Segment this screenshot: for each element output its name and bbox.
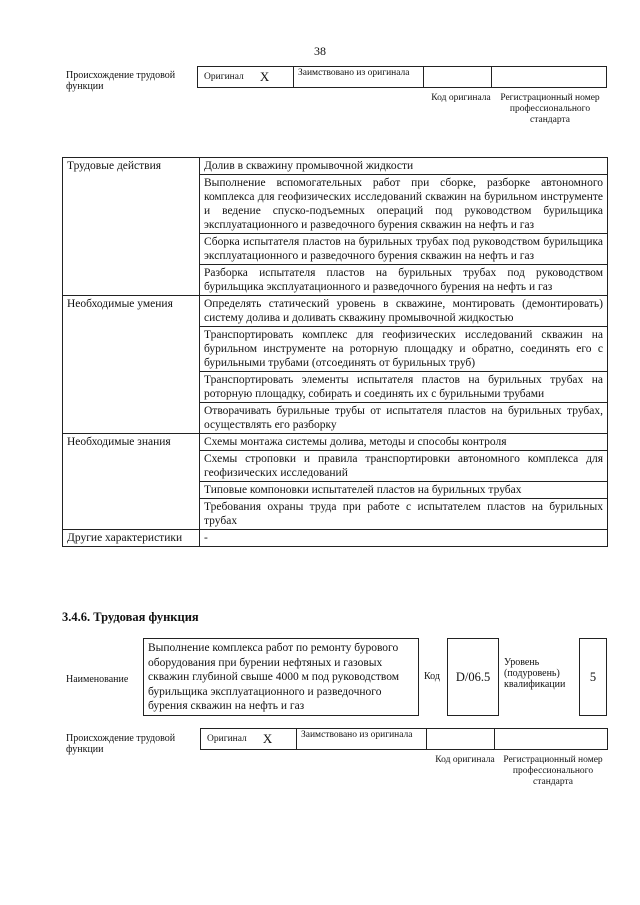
origin-label: Происхождение трудовой функции — [66, 70, 176, 92]
borrowed-label: Заимствовано из оригинала — [297, 729, 427, 749]
origin-label: Происхождение трудовой функции — [66, 733, 176, 755]
code-label: Код — [424, 671, 440, 682]
skill-item: Отворачивать бурильные трубы от испытателя пластов на бурильных трубах, осуществлять его разборку — [200, 403, 608, 434]
knowledge-item: Типовые компоновки испытателей пластов на бурильных трубах — [200, 482, 608, 499]
labor-function-table — [62, 157, 608, 547]
origin-row — [200, 728, 608, 750]
labor-action-item: Разборка испытателя пластов на бурильных трубах под руководством бурильщика эксплуатационного и разведочного бурения на нефть и газ — [200, 265, 608, 296]
qualification-level-box: 5 — [579, 638, 607, 716]
original-cell — [198, 67, 294, 87]
knowledge-item: Требования охраны труда при работе с испытателем пластов на бурильных трубах — [200, 499, 608, 530]
code-caption: Код оригинала — [435, 755, 495, 765]
knowledge-item: Схемы строповки и правила транспортировки автономного комплекса для геофизических исследований — [200, 451, 608, 482]
reg-number-cell — [492, 67, 606, 87]
function-name-box: Выполнение комплекса работ по ремонту бурового оборудования при бурении нефтяных и газовых скважин глубиной свыше 4000 м под руководством бурильщика эксплуатационного и разведочного бурения скважин на нефть и газ — [143, 638, 419, 716]
original-code-cell — [427, 729, 495, 749]
labor-actions-header: Трудовые действия — [63, 158, 200, 296]
skill-item: Транспортировать элементы испытателя пластов на бурильных трубах на роторную площадку, собирать и соединять их с бурильными трубами — [200, 372, 608, 403]
reg-caption: Регистрационный номер профессионального стандарта — [500, 93, 600, 125]
labor-action-item: Выполнение вспомогательных работ при сборке, разборке автономного комплекса для геофизических исследований скважин на бурильном инструменте и ведение спуско-подъемных операций под руководством бурильщика эксплуатационного и разведочного бурения скважин на нефть и газ — [200, 175, 608, 234]
skill-item: Определять статический уровень в скважине, монтировать (демонтировать) систему долива и доливать скважину промывочной жидкостью — [200, 296, 608, 327]
section-title: 3.4.6. Трудовая функция — [62, 610, 199, 624]
qualification-level-label: Уровень (подуровень) квалификации — [504, 657, 566, 690]
function-code-box: D/06.5 — [447, 638, 499, 716]
original-label: Оригинал — [204, 72, 244, 82]
original-code-cell — [424, 67, 492, 87]
original-mark: X — [259, 69, 270, 84]
labor-action-item: Долив в скважину промывочной жидкости — [200, 158, 608, 175]
page-number: 38 — [314, 44, 326, 58]
origin-row — [197, 66, 607, 88]
knowledge-item: Схемы монтажа системы долива, методы и способы контроля — [200, 434, 608, 451]
reg-caption: Регистрационный номер профессионального стандарта — [503, 755, 603, 787]
original-cell — [201, 729, 297, 749]
other-header: Другие характеристики — [63, 530, 200, 547]
borrowed-label: Заимствовано из оригинала — [294, 67, 424, 87]
code-caption: Код оригинала — [431, 93, 491, 103]
knowledge-header: Необходимые знания — [63, 434, 200, 530]
reg-number-cell — [495, 729, 607, 749]
other-value: - — [200, 530, 608, 547]
skill-item: Транспортировать комплекс для геофизических исследований скважин на бурильном инструменте на роторную площадку и обратно, соединять его с бурильными трубами (отсоединять от бурильных труб) — [200, 327, 608, 372]
original-mark: X — [262, 731, 273, 746]
skills-header: Необходимые умения — [63, 296, 200, 434]
name-label: Наименование — [66, 674, 129, 685]
labor-action-item: Сборка испытателя пластов на бурильных трубах под руководством бурильщика эксплуатационного и разведочного бурения скважин на нефть и газ — [200, 234, 608, 265]
original-label: Оригинал — [207, 734, 247, 744]
